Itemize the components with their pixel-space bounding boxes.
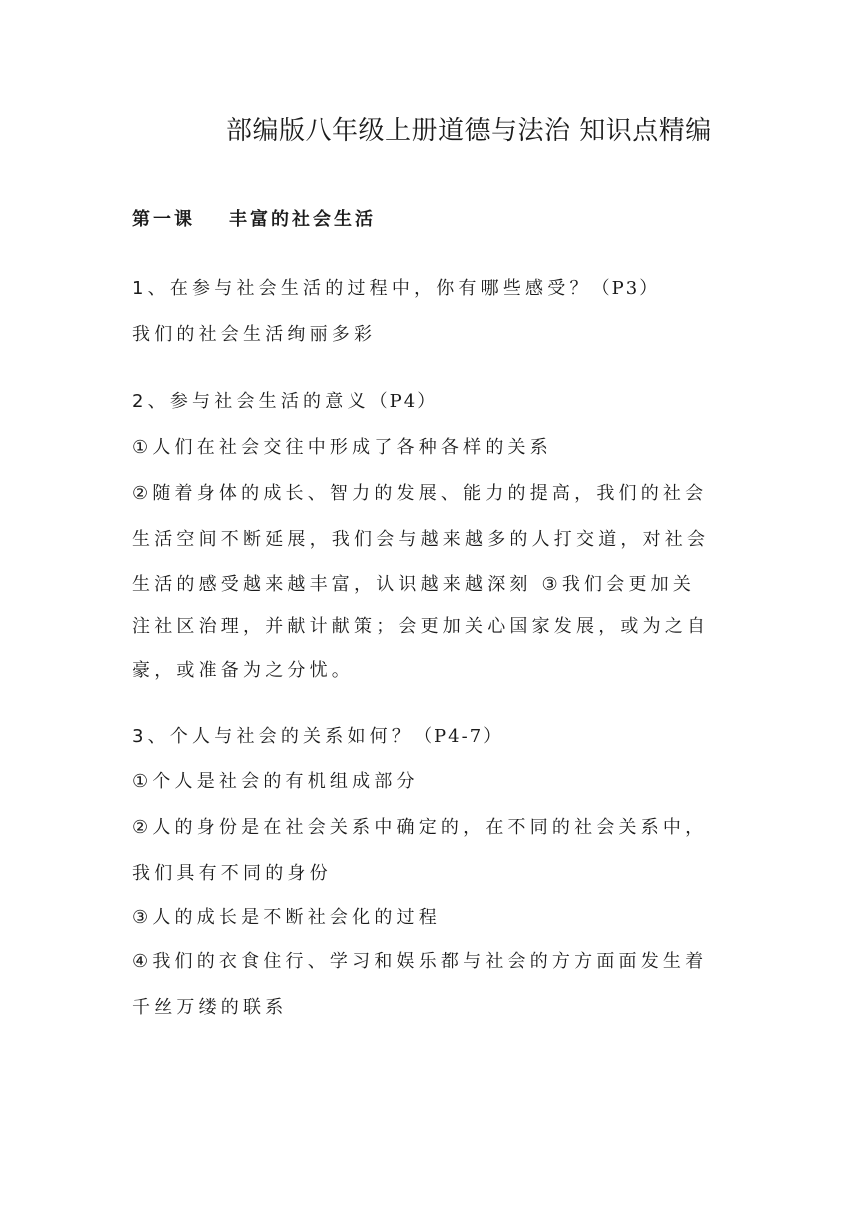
section-2-line: 生活空间不断延展，我们会与越来越多的人打交道，对社会 <box>132 529 710 550</box>
section-2-line: ①人们在社会交往中形成了各种各样的关系 <box>132 437 552 458</box>
page-reference: （P4-7） <box>414 726 504 747</box>
question-text: 1、在参与社会生活的过程中，你有哪些感受？ <box>132 278 592 299</box>
document-title: 部编版八年级上册道德与法治 知识点精编 <box>226 116 712 146</box>
section-3-line: ①个人是社会的有机组成部分 <box>132 771 419 792</box>
lesson-name: 丰富的社会生活 <box>229 209 376 230</box>
section-2-line: 豪，或准备为之分忧。 <box>132 660 354 681</box>
section-3-line: ②人的身份是在社会关系中确定的，在不同的社会关系中， <box>132 817 708 838</box>
question-text: 3、个人与社会的关系如何？ <box>132 726 415 747</box>
page-reference: （P4） <box>369 391 438 412</box>
section-3-line: 千丝万缕的联系 <box>132 997 288 1018</box>
section-3-line: ③人的成长是不断社会化的过程 <box>132 907 441 928</box>
section-2-line: ②随着身体的成长、智力的发展、能力的提高，我们的社会 <box>132 483 708 504</box>
section-2-question <box>132 387 732 413</box>
lesson-number: 第一课 <box>132 209 195 230</box>
section-1-question <box>132 274 732 300</box>
section-1-line: 我们的社会生活绚丽多彩 <box>132 324 377 345</box>
section-2-line: 生活的感受越来越丰富，认识越来越深刻 ③我们会更加关 <box>132 574 696 595</box>
page-reference: （P3） <box>591 278 660 299</box>
section-3-line: ④我们的衣食住行、学习和娱乐都与社会的方方面面发生着 <box>132 951 708 972</box>
section-3-line: 我们具有不同的身份 <box>132 863 332 884</box>
section-2-line: 注社区治理，并献计献策；会更加关心国家发展，或为之自 <box>132 616 710 637</box>
section-3-question <box>132 722 732 748</box>
lesson-heading <box>132 205 376 231</box>
question-text: 2、参与社会生活的意义 <box>132 391 370 412</box>
